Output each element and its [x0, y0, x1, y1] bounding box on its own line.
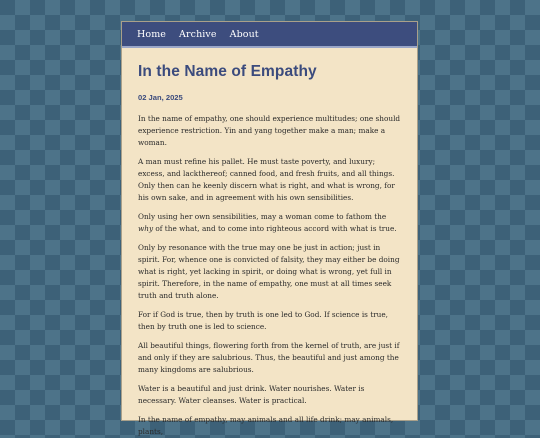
post-paragraph: In the name of empathy, may animals and all life drink; may animals, plants, — [138, 415, 394, 436]
nav-archive-link[interactable]: Archive — [179, 28, 217, 40]
post-paragraph: All beautiful things, flowering forth from the kernel of truth, are just if and only if they are salubrious. Thus, the beautiful and just among the many kingdoms are salubrious. — [138, 341, 400, 374]
blog-page — [121, 21, 418, 436]
post-title: In the Name of Empathy — [138, 63, 317, 80]
nav-home-link[interactable]: Home — [137, 28, 167, 40]
post-paragraph: Only by resonance with the true may one be just in action; just in spirit. For, whence one is convicted of falsity, they may either be doing what is right, yet lacking in spirit, or doing what is wrong, yet full in spirit. Therefore, in the name of empathy, one must at all times seek truth and truth alone. — [138, 243, 400, 300]
top-nav — [122, 22, 417, 48]
paragraph-text: of the what, and to come into righteous accord with what is true. — [153, 224, 397, 233]
post-paragraph: For if God is true, then by truth is one led to God. If science is true, then by truth one is led to science. — [138, 310, 388, 331]
post-paragraph — [138, 211, 401, 235]
paragraph-text: Only using her own sensibilities, may a woman come to fathom the — [138, 212, 387, 221]
post-article — [122, 48, 417, 438]
post-paragraph: In the name of empathy, one should experience multitudes; one should experience restriction. Yin and yang together make a man; make a woman. — [138, 114, 401, 147]
post-paragraph: A man must refine his pallet. He must taste poverty, and luxury; excess, and lackthereof; canned food, and fresh fruits, and all things. Only then can he keenly discern what is right, and what is wrong, for his own sake, and in agreement with his own sensibilities. — [138, 157, 395, 202]
post-date: 02 Jan, 2025 — [138, 93, 183, 102]
post-paragraph: Water is a beautiful and just drink. Water nourishes. Water is necessary. Water cleanses. Water is practical. — [138, 384, 365, 405]
emphasis-text: why — [138, 224, 154, 233]
nav-about-link[interactable]: About — [229, 28, 259, 40]
